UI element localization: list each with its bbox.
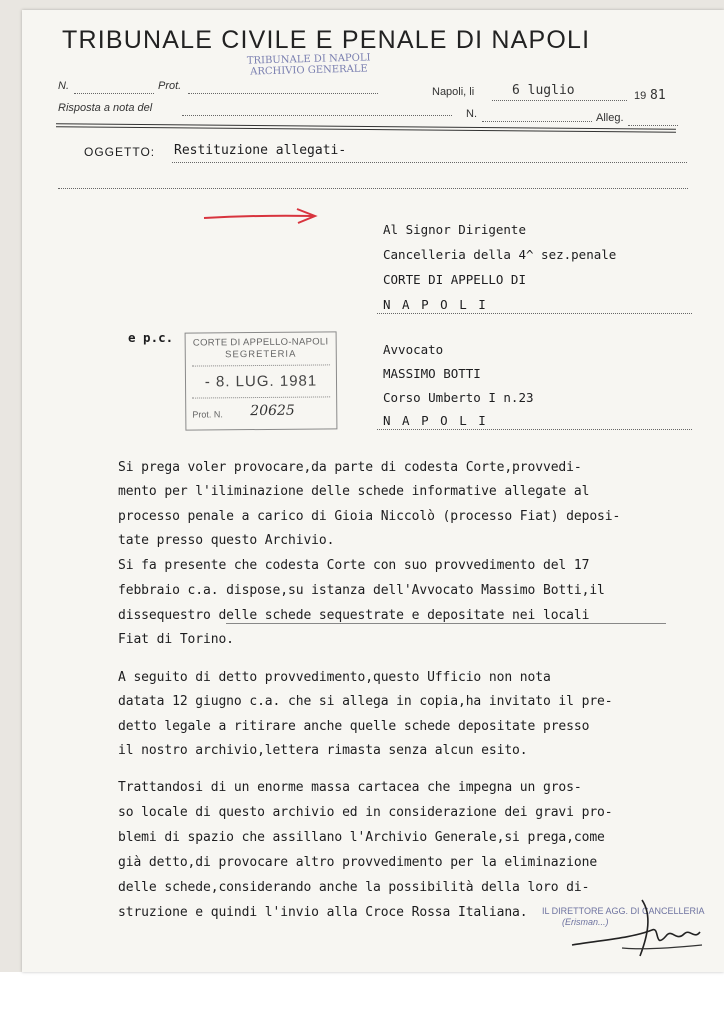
secondary-line-2: MASSIMO BOTTI <box>383 366 481 381</box>
signature-stamp-name: (Erisman...) <box>562 917 609 927</box>
alleg-label: Alleg. <box>596 112 624 124</box>
n2-label: N. <box>466 108 477 120</box>
year-value: 81 <box>650 88 666 103</box>
handwritten-signature <box>562 890 712 960</box>
oggetto-dotline-2 <box>58 188 688 189</box>
risposta-label: Risposta a nota del <box>58 102 153 114</box>
received-stamp-prot-label: Prot. N. <box>192 409 223 420</box>
body-line: detto legale a ritirare anche quelle schede depositate presso <box>118 719 590 734</box>
red-arrow-icon <box>202 206 322 230</box>
body-line: mento per l'iliminazione delle schede informative allegate al <box>118 484 590 499</box>
archive-stamp <box>247 52 371 77</box>
body-line: struzione e quindi l'invio alla Croce Rossa Italiana. <box>118 905 528 920</box>
body-line: A seguito di detto provvedimento,questo Ufficio non nota <box>118 670 551 685</box>
signature-stamp-title: IL DIRETTORE AGG. DI CANCELLERIA <box>542 906 705 916</box>
recipient-line-4: N A P O L I <box>383 297 488 312</box>
body-line: dissequestro delle schede sequestrate e depositate nei locali <box>118 608 590 623</box>
number-dotline <box>74 93 154 94</box>
oggetto-label: OGGETTO: <box>84 145 156 159</box>
body-line: il nostro archivio,lettera rimasta senza alcun esito. <box>118 743 528 758</box>
document-page <box>22 10 724 972</box>
body-line: Trattandosi di un enorme massa cartacea che impegna un gros- <box>118 780 582 795</box>
received-stamp <box>185 331 338 430</box>
letterhead-title: TRIBUNALE CIVILE E PENALE DI NAPOLI <box>62 26 591 54</box>
date-dotline <box>492 100 627 101</box>
archive-stamp-line1: TRIBUNALE DI NAPOLI <box>246 52 371 67</box>
body-line: già detto,di provocare altro provvedimento per la eliminazione <box>118 855 598 870</box>
risposta-dotline <box>182 115 452 116</box>
recipient-line-1: Al Signor Dirigente <box>383 222 526 237</box>
body-line: Si fa presente che codesta Corte con suo provvedimento del 17 <box>118 558 590 573</box>
received-stamp-divider-1 <box>192 364 330 366</box>
underline-pencil <box>226 623 666 624</box>
year-prefix: 19 <box>634 90 647 102</box>
secondary-line-1: Avvocato <box>383 342 444 357</box>
secondary-line-4: N A P O L I <box>383 413 488 428</box>
date-value: 6 luglio <box>512 83 575 98</box>
secondary-line-3: Corso Umberto I n.23 <box>383 390 534 405</box>
body-line: blemi di spazio che assillano l'Archivio Generale,si prega,come <box>118 830 605 845</box>
oggetto-value: Restituzione allegati- <box>174 143 347 158</box>
n2-dotline <box>482 121 592 122</box>
epc-label: e p.c. <box>128 330 174 345</box>
place-date-label: Napoli, li <box>432 86 475 98</box>
body-line: so locale di questo archivio ed in considerazione dei gravi pro- <box>118 805 613 820</box>
secondary-dotline <box>377 429 692 430</box>
recipient-dotline <box>377 313 692 314</box>
body-line: processo penale a carico di Gioia Niccolò (processo Fiat) deposi- <box>118 509 621 524</box>
archive-stamp-line2: ARCHIVIO GENERALE <box>250 63 368 78</box>
body-line: febbraio c.a. dispose,su istanza dell'Avvocato Massimo Botti,il <box>118 583 605 598</box>
alleg-dotline <box>628 125 678 126</box>
prot-label: Prot. <box>158 80 182 92</box>
body-line: Fiat di Torino. <box>118 632 234 647</box>
scan-background <box>0 972 724 1024</box>
recipient-line-2: Cancelleria della 4^ sez.penale <box>383 247 617 262</box>
oggetto-dotline-1 <box>172 162 687 163</box>
body-line: datata 12 giugno c.a. che si allega in copia,ha invitato il pre- <box>118 694 613 709</box>
body-line: delle schede,considerando anche la possibilità della loro di- <box>118 880 590 895</box>
prot-dotline <box>188 93 378 94</box>
received-stamp-line2: SEGRETERIA <box>225 348 297 361</box>
received-stamp-line1: CORTE DI APPELLO-NAPOLI <box>192 336 329 349</box>
received-stamp-divider-2 <box>192 396 330 398</box>
body-line: tate presso questo Archivio. <box>118 533 335 548</box>
number-label: N. <box>58 80 69 92</box>
body-line: Si prega voler provocare,da parte di codesta Corte,provvedi- <box>118 460 582 475</box>
recipient-line-3: CORTE DI APPELLO DI <box>383 272 526 287</box>
received-stamp-date: - 8. LUG. 1981 <box>204 372 318 391</box>
received-stamp-prot-number: 20625 <box>250 402 295 420</box>
